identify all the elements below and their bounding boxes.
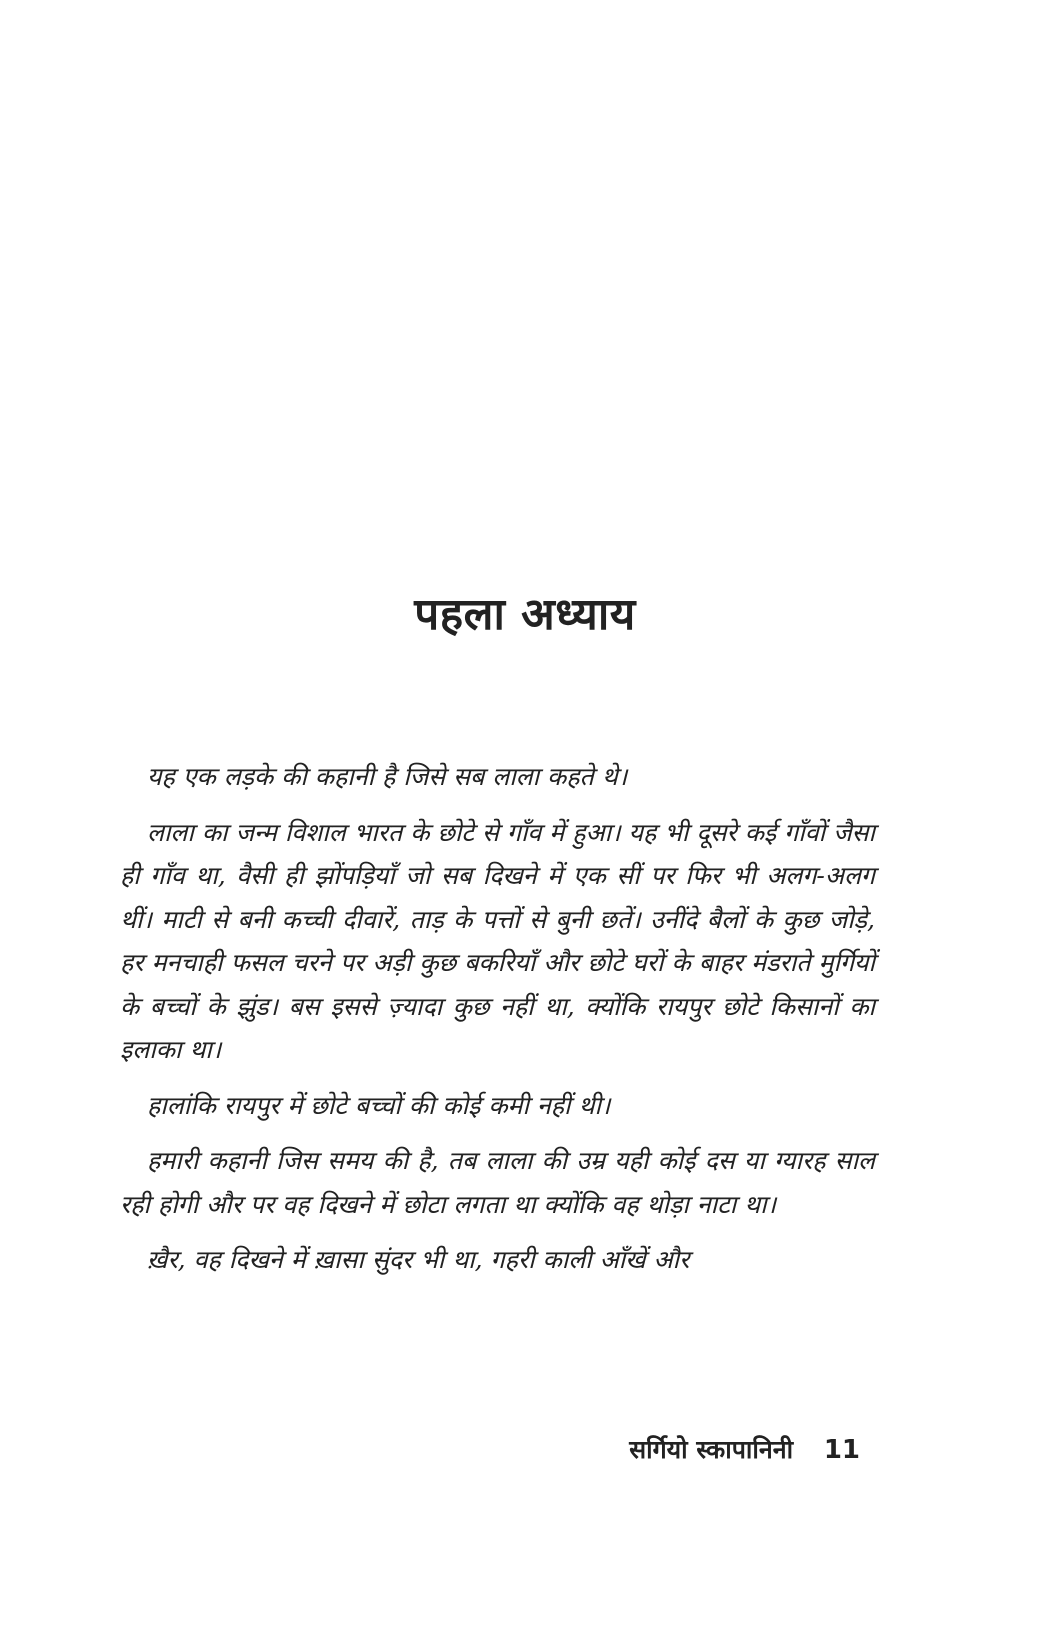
chapter-body (120, 755, 875, 1294)
paragraph: ख़ैर, वह दिखने में ख़ासा सुंदर भी था, गहरी काली आँखें और (147, 1245, 690, 1274)
page-footer (629, 1432, 860, 1466)
paragraph: हमारी कहानी जिस समय की है, तब लाला की उम्र यही कोई दस या ग्यारह साल रही होगी और पर वह दिखने में छोटा लगता था क्योंकि वह थोड़ा नाटा था। (120, 1146, 875, 1219)
paragraph: यह एक लड़के की कहानी है जिसे सब लाला कहते थे। (147, 762, 628, 791)
paragraph: लाला का जन्म विशाल भारत के छोटे से गाँव में हुआ। यह भी दूसरे कई गाँवों जैसा ही गाँव था, वैसी ही झोंपड़ियाँ जो सब दिखने में एक सीं पर फिर भी अलग-अलग थीं। माटी से बनी कच्ची दीवारें, ताड़ के पत्तों से बुनी छतें। उनींदे बैलों के कुछ जोड़े, हर मनचाही फसल चरने पर अड़ी कुछ बकरियाँ और छोटे घरों के बाहर मंडराते मुर्गियों के बच्चों के झुंड। बस इससे ज़्यादा कुछ नहीं था, क्योंकि रायपुर छोटे किसानों का इलाका था। (120, 817, 875, 1064)
author-name: सर्गियो स्कापानिनी (629, 1435, 794, 1464)
page-number: 11 (823, 1435, 860, 1465)
chapter-title: पहला अध्याय (414, 589, 636, 640)
paragraph: हालांकि रायपुर में छोटे बच्चों की कोई कमी नहीं थी। (147, 1090, 611, 1120)
